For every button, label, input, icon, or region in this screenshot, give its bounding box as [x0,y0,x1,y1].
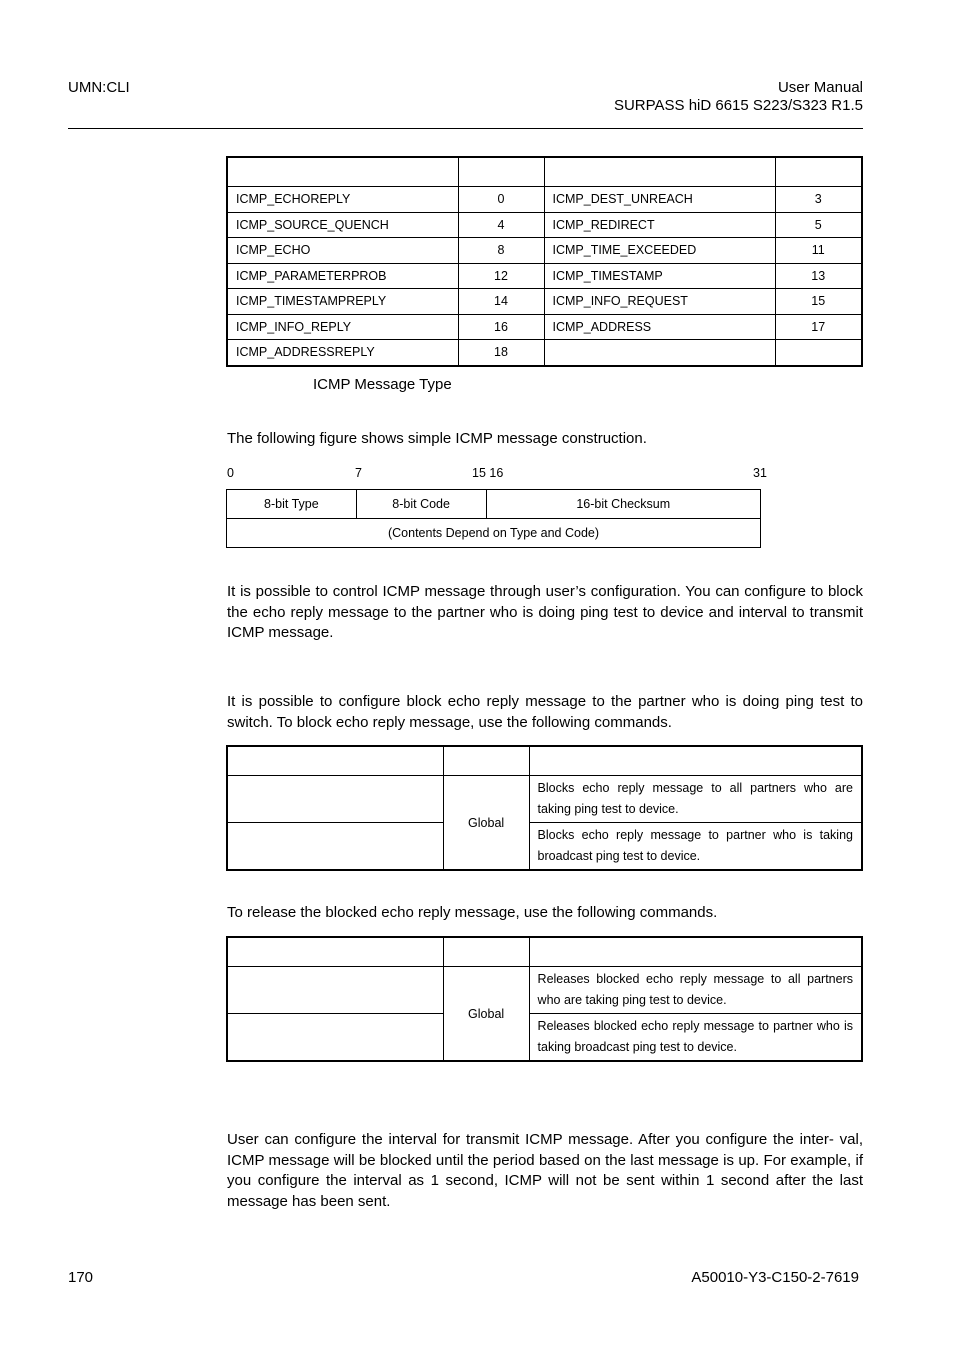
table-row [227,823,862,871]
command-cell [227,1014,443,1062]
table-row [227,263,862,289]
type-value: 18 [458,340,544,366]
type-name: ICMP_DEST_UNREACH [544,187,775,213]
type-name: ICMP_ADDRESSREPLY [227,340,458,366]
figure-intro-text: The following figure shows simple ICMP message construction. [227,430,647,447]
mode-cell: Global [443,776,529,871]
release-paragraph: To release the blocked echo reply message, use the following commands. [227,904,718,921]
checksum-field: 16-bit Checksum [486,490,761,519]
type-name: ICMP_REDIRECT [544,212,775,238]
bit-label-7: 7 [355,466,362,480]
description-cell: Releases blocked echo reply message to all partners who are taking ping test to device. [529,967,862,1014]
table-row [227,967,862,1014]
interval-paragraph: User can configure the interval for transmit ICMP message. After you configure the inter- val, ICMP message will be blocked until the period based on the last message is up. For example, if you configure the interval as 1 second, ICMP will not be sent within 1 second after the last message has been sent. [227,1131,863,1210]
type-value: 4 [458,212,544,238]
type-name: ICMP_TIME_EXCEEDED [544,238,775,264]
type-value: 16 [458,314,544,340]
header-product: SURPASS hiD 6615 S223/S323 R1.5 [613,97,863,114]
type-name: ICMP_PARAMETERPROB [227,263,458,289]
icmp-packet-diagram [226,489,761,548]
type-name: ICMP_INFO_REQUEST [544,289,775,315]
table-row [227,187,862,213]
type-value: 15 [775,289,862,315]
bit-label-31: 31 [753,466,767,480]
type-value: 5 [775,212,862,238]
type-value [775,340,862,366]
header-left: UMN:CLI [68,79,130,96]
type-name [544,340,775,366]
type-value: 13 [775,263,862,289]
bit-label-0: 0 [227,466,234,480]
table-row [227,314,862,340]
table-header-row [227,157,862,187]
type-value: 17 [775,314,862,340]
release-command-table [226,936,863,1062]
header-title: User Manual [777,79,863,96]
block-command-table [226,745,863,871]
table-row [227,776,862,823]
description-cell: Releases blocked echo reply message to partner who is taking broadcast ping test to device. [529,1014,862,1062]
mode-cell: Global [443,967,529,1062]
type-name: ICMP_ECHOREPLY [227,187,458,213]
page-number: 170 [68,1269,94,1286]
icmp-type-table [226,156,863,367]
type-value: 14 [458,289,544,315]
type-value: 3 [775,187,862,213]
table-header-row [227,746,862,776]
type-name: ICMP_TIMESTAMPREPLY [227,289,458,315]
table-row [227,238,862,264]
type-value: 12 [458,263,544,289]
contents-field: (Contents Depend on Type and Code) [227,519,761,548]
table-caption: ICMP Message Type [313,376,452,393]
type-name: ICMP_SOURCE_QUENCH [227,212,458,238]
type-name: ICMP_ADDRESS [544,314,775,340]
block-paragraph: It is possible to configure block echo reply message to the partner who is doing ping test to switch. To block echo reply message, use the following commands. [227,693,863,731]
control-paragraph: It is possible to control ICMP message through user’s configuration. You can configure to block the echo reply message to the partner who is doing ping test to device and interval to transmit ICMP message. [227,583,863,642]
header-divider [68,128,863,129]
type-name: ICMP_TIMESTAMP [544,263,775,289]
table-row [227,1014,862,1062]
table-row [227,340,862,366]
type-name: ICMP_ECHO [227,238,458,264]
description-cell: Blocks echo reply message to all partners who are taking ping test to device. [529,776,862,823]
type-value: 8 [458,238,544,264]
document-id: A50010-Y3-C150-2-7619 [691,1269,859,1286]
description-cell: Blocks echo reply message to partner who is taking broadcast ping test to device. [529,823,862,871]
table-row [227,289,862,315]
table-row [227,212,862,238]
bit-label-15-16: 15 16 [472,466,504,480]
command-cell [227,967,443,1014]
command-cell [227,776,443,823]
type-field: 8-bit Type [227,490,357,519]
type-value: 0 [458,187,544,213]
type-name: ICMP_INFO_REPLY [227,314,458,340]
code-field: 8-bit Code [356,490,486,519]
table-header-row [227,937,862,967]
type-value: 11 [775,238,862,264]
command-cell [227,823,443,871]
